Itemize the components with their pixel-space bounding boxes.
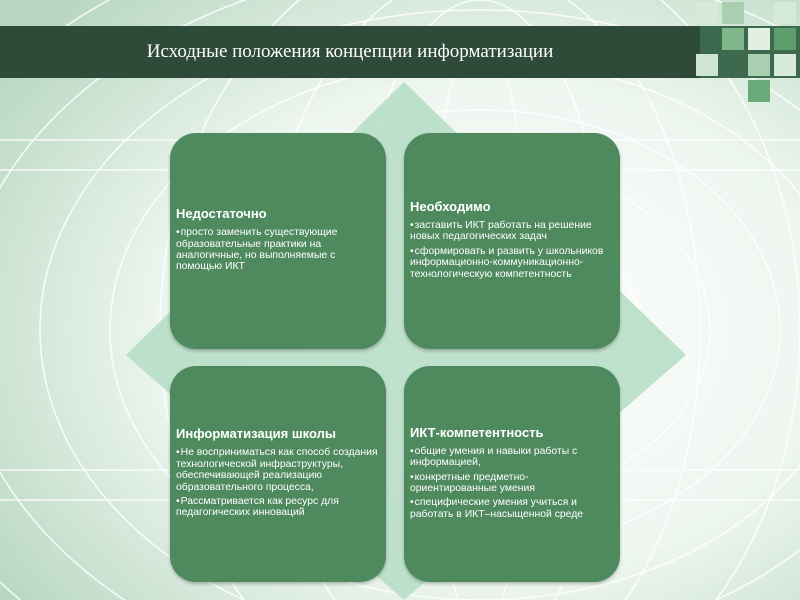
- card-ict-competence: [404, 366, 620, 582]
- list-item: •заставить ИКТ работать на решение новых педагогических задач: [410, 219, 592, 243]
- card-list: [176, 447, 380, 521]
- card-list: [176, 227, 380, 276]
- card-title: Информатизация школы: [176, 426, 336, 442]
- card-list: [410, 220, 614, 283]
- list-item: •просто заменить существующие образовательные практики на аналогичные, но выполняемые с помощью ИКТ: [176, 227, 338, 273]
- list-item: •Не восприниматься как способ создания технологической инфраструктуры, обеспечивающей реализацию образовательного процесса,: [176, 447, 378, 493]
- decor-square: [748, 80, 770, 102]
- card-school-informatization: [170, 366, 386, 582]
- decor-square: [774, 28, 796, 50]
- list-item: •специфические умения учиться и работать в ИКТ–насыщенной среде: [410, 497, 584, 520]
- card-title: Недостаточно: [176, 206, 267, 222]
- card-title: ИКТ-компетентность: [410, 424, 544, 440]
- card-title: Необходимо: [410, 198, 491, 214]
- decor-square: [748, 28, 770, 50]
- list-item: •конкретные предметно-ориентированные умения: [410, 471, 535, 494]
- decor-square: [696, 2, 718, 24]
- card-necessary: [404, 133, 620, 349]
- decor-square: [722, 28, 744, 50]
- decor-square: [774, 2, 796, 24]
- slide-title: Исходные положения концепции информатизации: [146, 41, 554, 62]
- list-item: •Рассматривается как ресурс для педагогических инноваций: [176, 495, 339, 519]
- card-insufficient: [170, 133, 386, 349]
- decor-square: [722, 2, 744, 24]
- card-list: [410, 446, 614, 523]
- decor-square: [696, 54, 718, 76]
- list-item: •общие умения и навыки работы с информацией,: [410, 445, 578, 469]
- list-item: •сформировать и развить у школьников информационно-коммуникационно-технологическую компетентность: [410, 245, 604, 280]
- decor-square: [748, 54, 770, 76]
- decor-square: [774, 54, 796, 76]
